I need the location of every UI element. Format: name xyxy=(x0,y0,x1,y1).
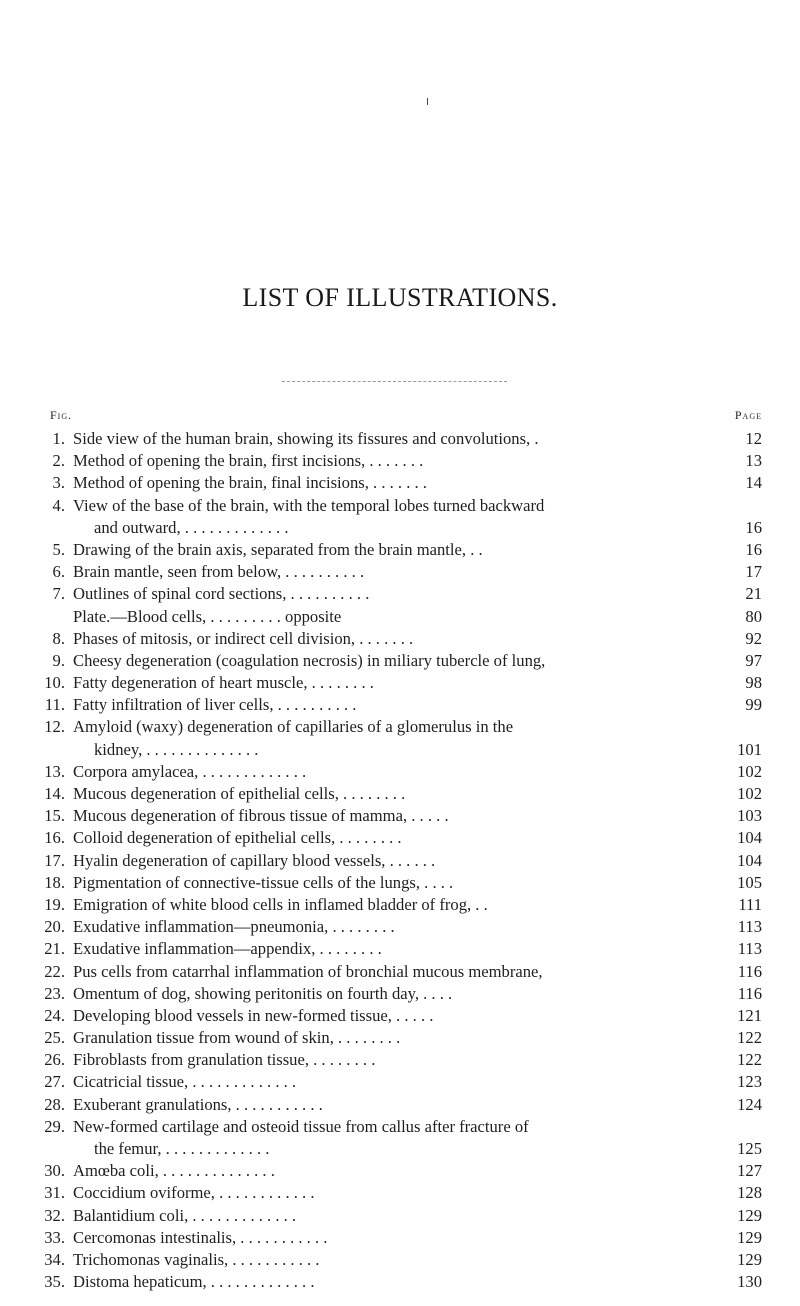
list-item xyxy=(0,628,800,650)
figure-caption: Phases of mitosis, or indirect cell division, . . . . . . . xyxy=(73,628,414,648)
list-item xyxy=(0,1271,800,1293)
figure-caption: Method of opening the brain, first incisions, . . . . . . . xyxy=(73,451,424,471)
figure-caption: Granulation tissue from wound of skin, . . . . . . . . xyxy=(73,1028,401,1048)
page-number: 92 xyxy=(745,628,762,648)
list-item xyxy=(0,1205,800,1227)
figure-caption: Cheesy degeneration (coagulation necrosis) in miliary tubercle of lung, xyxy=(73,650,546,670)
list-item xyxy=(0,650,800,672)
figure-number: 3. xyxy=(52,473,65,493)
list-item xyxy=(0,450,800,472)
figure-number: 14. xyxy=(44,784,65,803)
figure-number: 16. xyxy=(44,828,65,848)
list-item xyxy=(0,761,800,783)
figure-caption: Coccidium oviforme, . . . . . . . . . . . . xyxy=(73,1183,315,1203)
list-item xyxy=(0,1227,800,1249)
page-number: 105 xyxy=(737,872,762,892)
list-item xyxy=(0,1249,800,1271)
list-item xyxy=(0,694,800,716)
page-number: 103 xyxy=(737,806,762,826)
list-item xyxy=(0,894,800,916)
figure-caption: Plate.—Blood cells, . . . . . . . . . opposite xyxy=(73,606,342,626)
figure-caption: the femur, . . . . . . . . . . . . . xyxy=(94,1139,270,1158)
figure-caption: Fatty infiltration of liver cells, . . . . . . . . . . xyxy=(73,695,357,715)
page-number: 21 xyxy=(745,584,762,604)
figure-caption: Fatty degeneration of heart muscle, . . . . . . . . xyxy=(73,673,374,693)
figure-number: 4. xyxy=(52,495,65,515)
figure-number: 18. xyxy=(44,872,65,892)
page-number: 111 xyxy=(738,894,762,914)
figure-caption: Brain mantle, seen from below, . . . . . . . . . . xyxy=(73,562,365,582)
figure-number: 6. xyxy=(52,562,65,582)
page-number: 98 xyxy=(745,673,762,693)
page-number: 12 xyxy=(745,429,762,448)
page-number: 17 xyxy=(745,562,762,582)
figure-caption: Fibroblasts from granulation tissue, . . . . . . . . xyxy=(73,1050,376,1070)
figure-number: 2. xyxy=(52,451,65,471)
figure-number: 20. xyxy=(44,917,65,937)
list-item xyxy=(0,1138,800,1160)
list-item xyxy=(0,428,800,450)
page-number: 104 xyxy=(737,850,762,870)
page-mark xyxy=(427,98,428,105)
page-number: 99 xyxy=(745,695,762,715)
list-item xyxy=(0,983,800,1005)
list-item xyxy=(0,916,800,938)
list-item xyxy=(0,783,800,805)
figure-caption: Hyalin degeneration of capillary blood vessels, . . . . . . xyxy=(73,850,436,870)
figure-number: 25. xyxy=(44,1028,65,1048)
figure-number: 8. xyxy=(52,628,65,648)
list-item xyxy=(0,1027,800,1049)
list-item xyxy=(0,561,800,583)
list-item xyxy=(0,716,800,738)
page-number: 129 xyxy=(737,1249,762,1269)
figure-number: 31. xyxy=(44,1183,65,1203)
figure-number: 24. xyxy=(44,1005,65,1025)
list-item xyxy=(0,1160,800,1182)
figure-caption: Omentum of dog, showing peritonitis on fourth day, . . . . xyxy=(73,983,453,1003)
page-number: 127 xyxy=(737,1161,762,1181)
figure-number: 11. xyxy=(44,695,65,715)
figure-number: 10. xyxy=(44,673,65,693)
list-item xyxy=(0,539,800,561)
figure-number: 26. xyxy=(44,1050,65,1070)
figure-caption: Method of opening the brain, final incisions, . . . . . . . xyxy=(73,473,427,493)
list-item xyxy=(0,1071,800,1093)
list-item xyxy=(0,472,800,494)
page-number: 13 xyxy=(745,451,762,471)
list-item xyxy=(0,1049,800,1071)
page-number: 113 xyxy=(737,939,762,959)
list-item xyxy=(0,1182,800,1204)
list-item xyxy=(0,672,800,694)
list-item xyxy=(0,1005,800,1027)
page-number: 130 xyxy=(737,1272,762,1292)
figure-caption: New-formed cartilage and osteoid tissue from callus after fracture of xyxy=(73,1116,529,1136)
figure-caption: Developing blood vessels in new-formed tissue, . . . . . xyxy=(73,1005,434,1025)
figure-number: 15. xyxy=(44,806,65,826)
figure-caption: Emigration of white blood cells in inflamed bladder of frog, . . xyxy=(73,894,488,914)
page-number: 116 xyxy=(737,961,762,981)
figure-caption: Mucous degeneration of epithelial cells, . . . . . . . . xyxy=(73,784,406,803)
figure-number: 23. xyxy=(44,983,65,1003)
list-item xyxy=(0,961,800,983)
page-number: 123 xyxy=(737,1072,762,1092)
figure-number: 33. xyxy=(44,1227,65,1247)
figure-number: 29. xyxy=(44,1116,65,1136)
figure-number: 34. xyxy=(44,1249,65,1269)
page-number: 129 xyxy=(737,1205,762,1225)
figure-number: 12. xyxy=(44,717,65,737)
page-number: 16 xyxy=(745,517,762,537)
figure-number: 28. xyxy=(44,1094,65,1114)
figure-number: 27. xyxy=(44,1072,65,1092)
page-number: 102 xyxy=(737,761,762,781)
figure-number: 17. xyxy=(44,850,65,870)
page-title: LIST OF ILLUSTRATIONS. xyxy=(242,283,558,312)
figure-caption: Pus cells from catarrhal inflammation of bronchial mucous membrane, xyxy=(73,961,543,981)
figure-number: 5. xyxy=(52,539,65,559)
page-number: 80 xyxy=(745,606,762,626)
figure-number: 22. xyxy=(44,961,65,981)
figure-caption: Exudative inflammation—appendix, . . . . . . . . xyxy=(73,939,382,959)
page-number: 125 xyxy=(737,1139,762,1158)
list-item xyxy=(0,606,800,628)
figure-number: 32. xyxy=(44,1205,65,1225)
list-item xyxy=(0,739,800,761)
figure-caption: kidney, . . . . . . . . . . . . . . xyxy=(94,739,259,759)
page-number: 128 xyxy=(737,1183,762,1203)
figure-caption: Drawing of the brain axis, separated from the brain mantle, . . xyxy=(73,539,483,559)
figure-number: 19. xyxy=(44,894,65,914)
page-number: 14 xyxy=(745,473,762,493)
page-number: 129 xyxy=(737,1227,762,1247)
figure-caption: Exuberant granulations, . . . . . . . . . . . xyxy=(73,1094,323,1114)
list-item xyxy=(0,583,800,605)
figure-caption: Outlines of spinal cord sections, . . . . . . . . . . xyxy=(73,584,370,604)
figure-number: 7. xyxy=(52,584,65,604)
figure-number: 21. xyxy=(44,939,65,959)
list-item xyxy=(0,872,800,894)
figure-caption: Cicatricial tissue, . . . . . . . . . . . . . xyxy=(73,1072,297,1092)
figure-caption: Amœba coli, . . . . . . . . . . . . . . xyxy=(73,1161,275,1181)
page-number: 122 xyxy=(737,1050,762,1070)
figure-caption: Amyloid (waxy) degeneration of capillaries of a glomerulus in the xyxy=(73,717,514,737)
page-number: 122 xyxy=(737,1028,762,1048)
list-item xyxy=(0,827,800,849)
figure-caption: Trichomonas vaginalis, . . . . . . . . . . . xyxy=(73,1249,320,1269)
list-item xyxy=(0,517,800,539)
list-item xyxy=(0,805,800,827)
list-item xyxy=(0,1116,800,1138)
page-number: 97 xyxy=(745,650,762,670)
figure-caption: and outward, . . . . . . . . . . . . . xyxy=(94,517,289,537)
page-number: 104 xyxy=(737,828,762,848)
figure-number: 9. xyxy=(52,650,65,670)
figure-caption: Balantidium coli, . . . . . . . . . . . . . xyxy=(73,1205,297,1225)
figure-caption: Colloid degeneration of epithelial cells, . . . . . . . . xyxy=(73,828,402,848)
column-header-fig: Fig. xyxy=(50,408,73,422)
title-rule xyxy=(282,381,507,382)
page-number: 124 xyxy=(737,1094,762,1114)
page-number: 113 xyxy=(737,917,762,937)
figure-caption: Side view of the human brain, showing its fissures and convolutions, . xyxy=(73,429,539,448)
page-number: 16 xyxy=(745,539,762,559)
list-item xyxy=(0,1094,800,1116)
page-number: 121 xyxy=(737,1005,762,1025)
figure-caption: Mucous degeneration of fibrous tissue of mamma, . . . . . xyxy=(73,806,449,826)
figure-caption: Pigmentation of connective-tissue cells of the lungs, . . . . xyxy=(73,872,454,892)
list-item xyxy=(0,938,800,960)
figure-caption: Corpora amylacea, . . . . . . . . . . . . . xyxy=(73,761,307,781)
figure-caption: Exudative inflammation—pneumonia, . . . . . . . . xyxy=(73,917,395,937)
figure-number: 1. xyxy=(52,429,65,448)
figure-caption: Distoma hepaticum, . . . . . . . . . . . . . xyxy=(73,1272,315,1292)
illustration-list xyxy=(0,428,800,1293)
figure-number: 30. xyxy=(44,1161,65,1181)
figure-caption: View of the base of the brain, with the temporal lobes turned backward xyxy=(73,495,545,515)
page-number: 102 xyxy=(737,784,762,803)
page-number: 116 xyxy=(737,983,762,1003)
column-header-page: Page xyxy=(734,408,762,422)
figure-number: 35. xyxy=(44,1272,65,1292)
figure-caption: Cercomonas intestinalis, . . . . . . . . . . . xyxy=(73,1227,328,1247)
list-item xyxy=(0,495,800,517)
page-number: 101 xyxy=(737,739,762,759)
list-item xyxy=(0,850,800,872)
figure-number: 13. xyxy=(44,761,65,781)
